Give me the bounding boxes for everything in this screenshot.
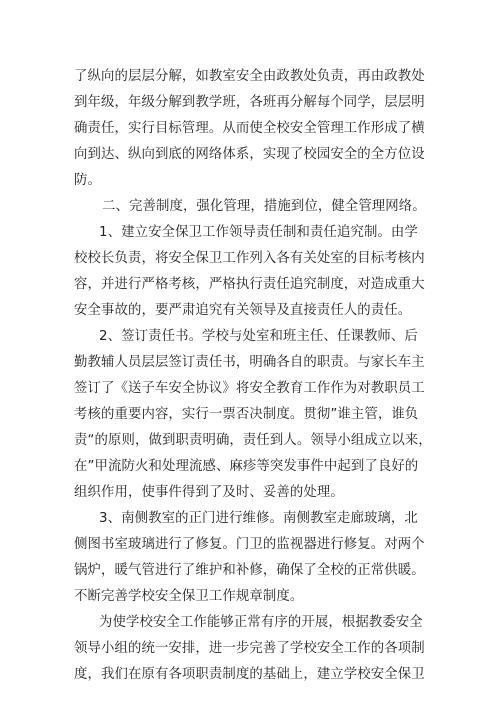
paragraph-first-line: 3、南侧教室的正门进行维修。南侧教室走廊玻璃，北	[99, 511, 418, 526]
text-line: 领导小组的统一安排，进一步完善了学校安全工作的各项制	[74, 641, 425, 656]
text-line: 侧图书室玻璃进行了修复。门卫的监视器进行修复。对两个	[74, 537, 425, 552]
paragraph-first-line: 1、建立安全保卫工作领导责任制和责任追究制。由学	[99, 225, 418, 240]
paragraph-first-line: 为使学校安全工作能够正常有序的开展，根据教委安全	[99, 615, 423, 630]
text-line: 确责任，实行目标管理。从而使全校安全管理工作形成了横	[74, 121, 425, 136]
text-line: 向到达、纵向到底的网络体系，实现了校园安全的全方位设	[74, 147, 425, 162]
text-line: 考核的重要内容，实行一票否决制度。贯彻”谁主管，谁负	[74, 407, 419, 422]
text-line: 安全事故的，要严肃追究有关领导及直接责任人的责任。	[74, 303, 412, 318]
text-line: 防。	[74, 173, 101, 188]
text-line: 校校长负责，将安全保卫工作列入各有关处室的目标考核内	[74, 251, 425, 266]
text-line: 度，我们在原有各项职责制度的基础上，建立学校安全保卫	[74, 667, 425, 682]
text-line: 责“的原则，做到职责明确，责任到人。领导小组成立以来，	[74, 433, 432, 448]
text-line: 不断完善学校安全保卫工作规章制度。	[74, 589, 304, 604]
section-heading: 二、完善制度，强化管理，措施到位，健全管理网络。	[102, 199, 426, 214]
text-line: 签订了《送子车安全协议》将安全教育工作作为对教职员工	[74, 381, 425, 396]
text-line: 锅炉，暖气管进行了维护和补修，确保了全校的正常供暖。	[74, 563, 425, 578]
text-line: 勤教辅人员层层签订责任书，明确各自的职责。与家长车主	[74, 355, 425, 370]
text-line: 在”甲流防火和处理流感、麻疹等突发事件中起到了良好的	[74, 459, 419, 474]
paragraph-first-line: 2、签订责任书。学校与处室和班主任、任课教师、后	[99, 329, 418, 344]
text-line: 容，并进行严格考核，严格执行责任追究制度，对造成重大	[74, 277, 425, 292]
text-line: 组织作用，使事件得到了及时、妥善的处理。	[74, 485, 344, 500]
text-line: 了纵向的层层分解，如教室安全由政教处负责，再由政教处	[74, 69, 425, 84]
text-line: 到年级，年级分解到教学班，各班再分解每个同学，层层明	[74, 95, 425, 110]
